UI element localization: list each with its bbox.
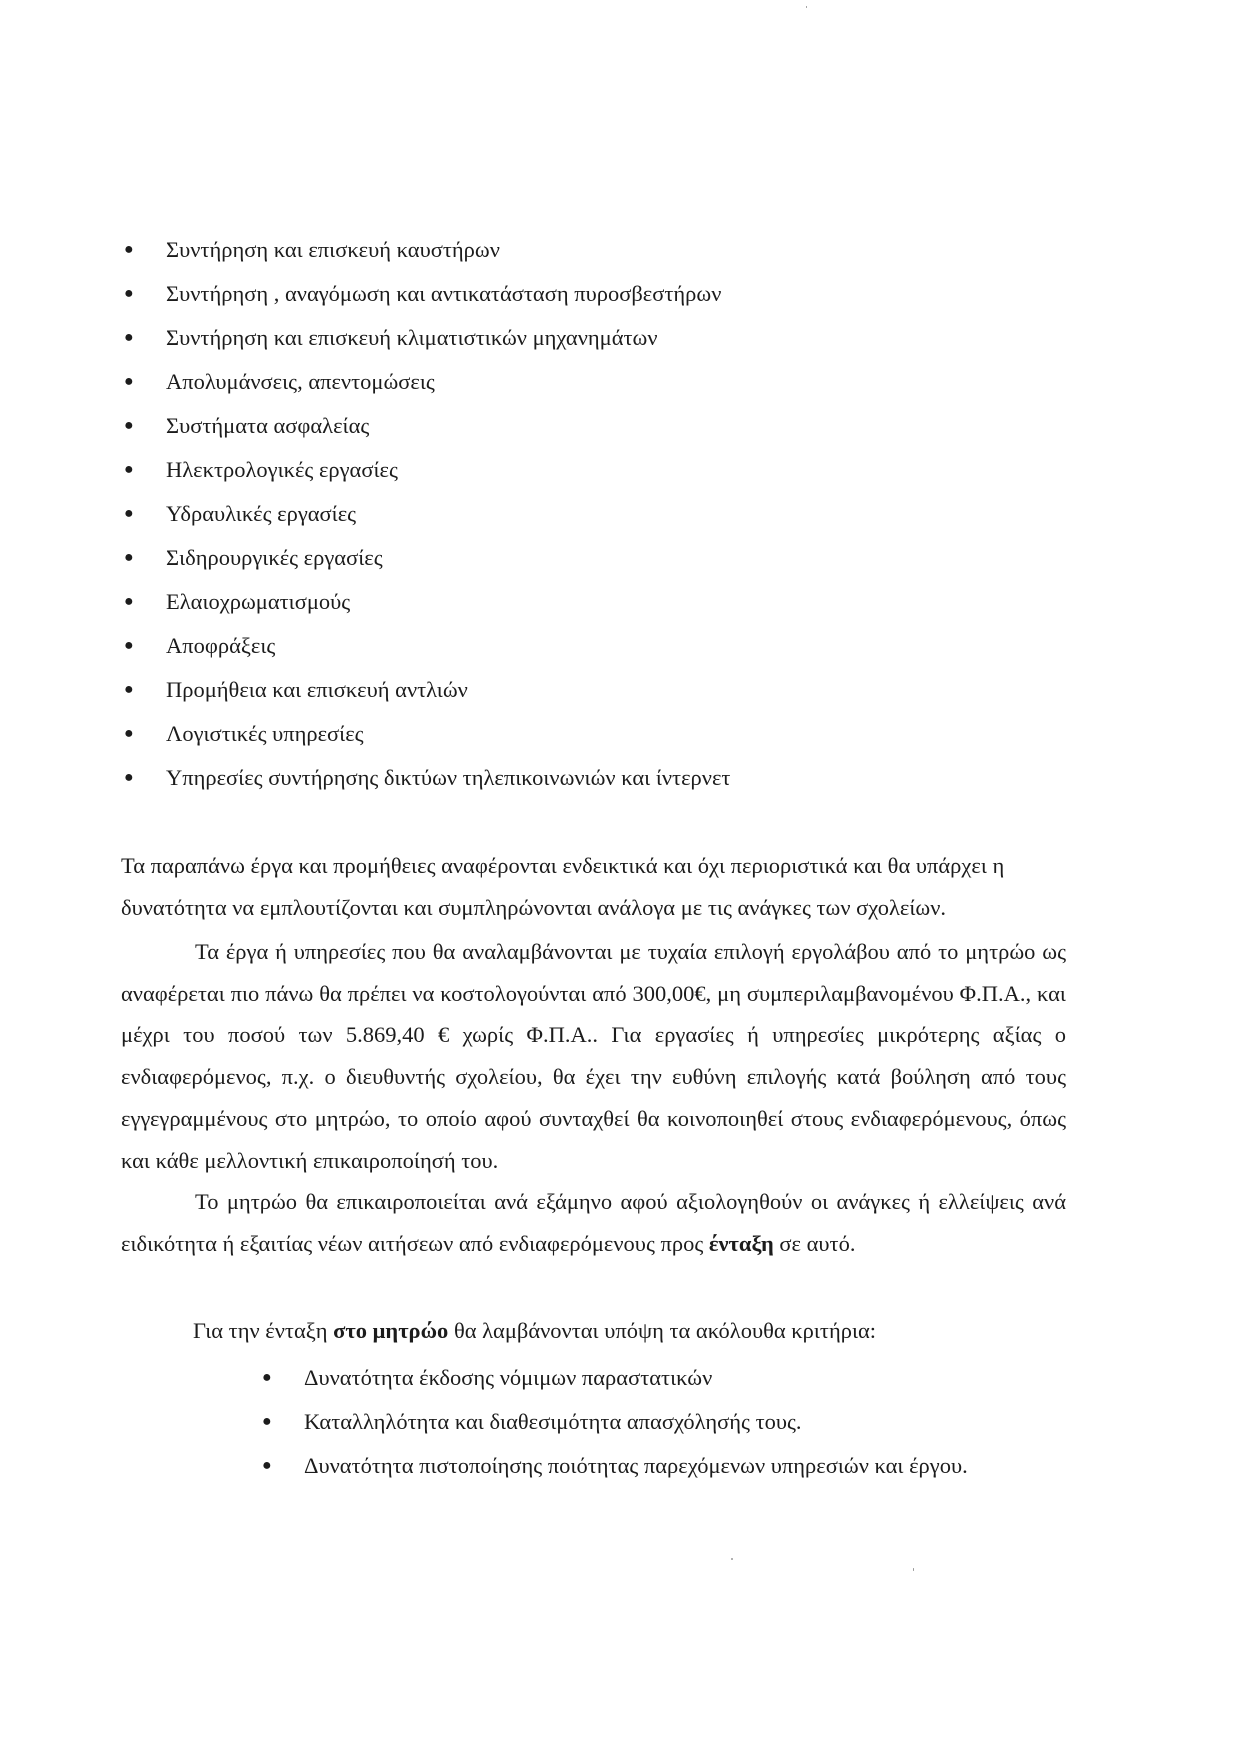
bullet-icon: ● <box>124 373 134 390</box>
list-item <box>124 316 1024 360</box>
bullet-icon: ● <box>124 769 134 786</box>
list-item <box>124 228 1024 272</box>
bullet-icon: ● <box>124 725 134 742</box>
list-item-text: Ηλεκτρολογικές εργασίες <box>166 457 398 482</box>
list-item <box>124 668 1024 712</box>
list-item-text: Συντήρηση και επισκευή κλιματιστικών μηχανημάτων <box>166 325 658 350</box>
list-item-text: Συντήρηση και επισκευή καυστήρων <box>166 237 500 262</box>
list-item <box>262 1400 1082 1444</box>
list-item-text: Αποφράξεις <box>166 633 276 658</box>
list-item <box>124 756 1024 800</box>
bullet-icon: ● <box>124 681 134 698</box>
indicative-works-paragraph: Τα παραπάνω έργα και προμήθειες αναφέρονται ενδεικτικά και όχι περιοριστικά και θα υπάρχει η δυνατότητα να εμπλουτίζονται και συμπληρώνονται ανάλογα με τις ανάγκες των σχολείων. <box>121 853 1005 920</box>
list-item-text: Ελαιοχρωματισμούς <box>166 589 351 614</box>
intro-text: θα λαμβάνονται υπόψη τα ακόλουθα κριτήρια: <box>448 1318 877 1343</box>
list-item <box>124 492 1024 536</box>
services-bullet-list <box>124 228 1024 800</box>
scan-speck <box>731 1558 733 1560</box>
list-item-text: Απολυμάνσεις, απεντομώσεις <box>166 369 435 394</box>
list-item-text: Προμήθεια και επισκευή αντλιών <box>166 677 468 702</box>
list-item-text: Καταλληλότητα και διαθεσιμότητα απασχόλησής τους. <box>304 1409 802 1434</box>
list-item <box>124 448 1024 492</box>
bullet-icon: ● <box>124 329 134 346</box>
scan-speck <box>806 6 807 8</box>
list-item-text: Συστήματα ασφαλείας <box>166 413 370 438</box>
bullet-icon: ● <box>124 505 134 522</box>
bullet-icon: ● <box>124 637 134 654</box>
list-item-text: Σιδηρουργικές εργασίες <box>166 545 383 570</box>
registry-update-paragraph <box>121 1181 1066 1264</box>
list-item <box>124 580 1024 624</box>
list-item <box>124 712 1024 756</box>
bullet-icon: ● <box>124 417 134 434</box>
cost-range-paragraph: Τα έργα ή υπηρεσίες που θα αναλαμβάνονται με τυχαία επιλογή εργολάβου από το μητρώο ως αναφέρεται πιο πάνω θα πρέπει να κοστολογούνται από 300,00€, μη συμπεριλαμβανομένου Φ.Π.Α., και μέχρι του ποσού των 5.869,40 € χωρίς Φ.Π.Α.. Για εργασίες ή υπηρεσίες μικρότερης αξίας ο ενδιαφερόμενος, π.χ. ο διευθυντής σχολείου, θα έχει την ευθύνη επιλογής κατά βούληση από τους εγγεγραμμένους στο μητρώο, το οποίο αφού συνταχθεί θα κοινοποιηθεί στους ενδιαφερόμενους, όπως και κάθε μελλοντική επικαιροποίησή του. <box>121 939 1066 1173</box>
criteria-intro <box>193 1309 876 1353</box>
paragraph-text: Το μητρώο θα επικαιροποιείται ανά εξάμηνο αφού αξιολογηθούν οι ανάγκες ή ελλείψεις ανά ειδικότητα ή εξαιτίας νέων αιτήσεων από ενδιαφερόμενους προς <box>121 1189 1066 1256</box>
list-item-text: Λογιστικές υπηρεσίες <box>166 721 364 746</box>
bullet-icon: ● <box>124 549 134 566</box>
bullet-icon: ● <box>262 1413 272 1430</box>
list-item <box>124 272 1024 316</box>
list-item-text: Δυνατότητα πιστοποίησης ποιότητας παρεχόμενων υπηρεσιών και έργου. <box>304 1453 968 1478</box>
bullet-icon: ● <box>124 593 134 610</box>
list-item <box>124 624 1024 668</box>
list-item-text: Συντήρηση , αναγόμωση και αντικατάσταση πυροσβεστήρων <box>166 281 722 306</box>
list-item-text: Υπηρεσίες συντήρησης δικτύων τηλεπικοινωνιών και ίντερνετ <box>166 765 731 790</box>
bullet-icon: ● <box>124 285 134 302</box>
bold-term: στο μητρώο <box>333 1318 449 1343</box>
list-item <box>262 1444 1082 1488</box>
bold-term: ένταξη <box>708 1230 774 1256</box>
bullet-icon: ● <box>262 1369 272 1386</box>
list-item-text: Υδραυλικές εργασίες <box>166 501 357 526</box>
bullet-icon: ● <box>262 1457 272 1474</box>
list-item <box>124 536 1024 580</box>
scan-speck <box>913 1568 914 1571</box>
list-item <box>262 1356 1082 1400</box>
list-item <box>124 404 1024 448</box>
intro-text: Για την ένταξη <box>193 1318 334 1343</box>
list-item-text: Δυνατότητα έκδοσης νόμιμων παραστατικών <box>304 1365 713 1390</box>
criteria-bullet-list <box>262 1356 1082 1488</box>
bullet-icon: ● <box>124 461 134 478</box>
bullet-icon: ● <box>124 241 134 258</box>
list-item <box>124 360 1024 404</box>
paragraph-text: σε αυτό. <box>773 1230 856 1256</box>
